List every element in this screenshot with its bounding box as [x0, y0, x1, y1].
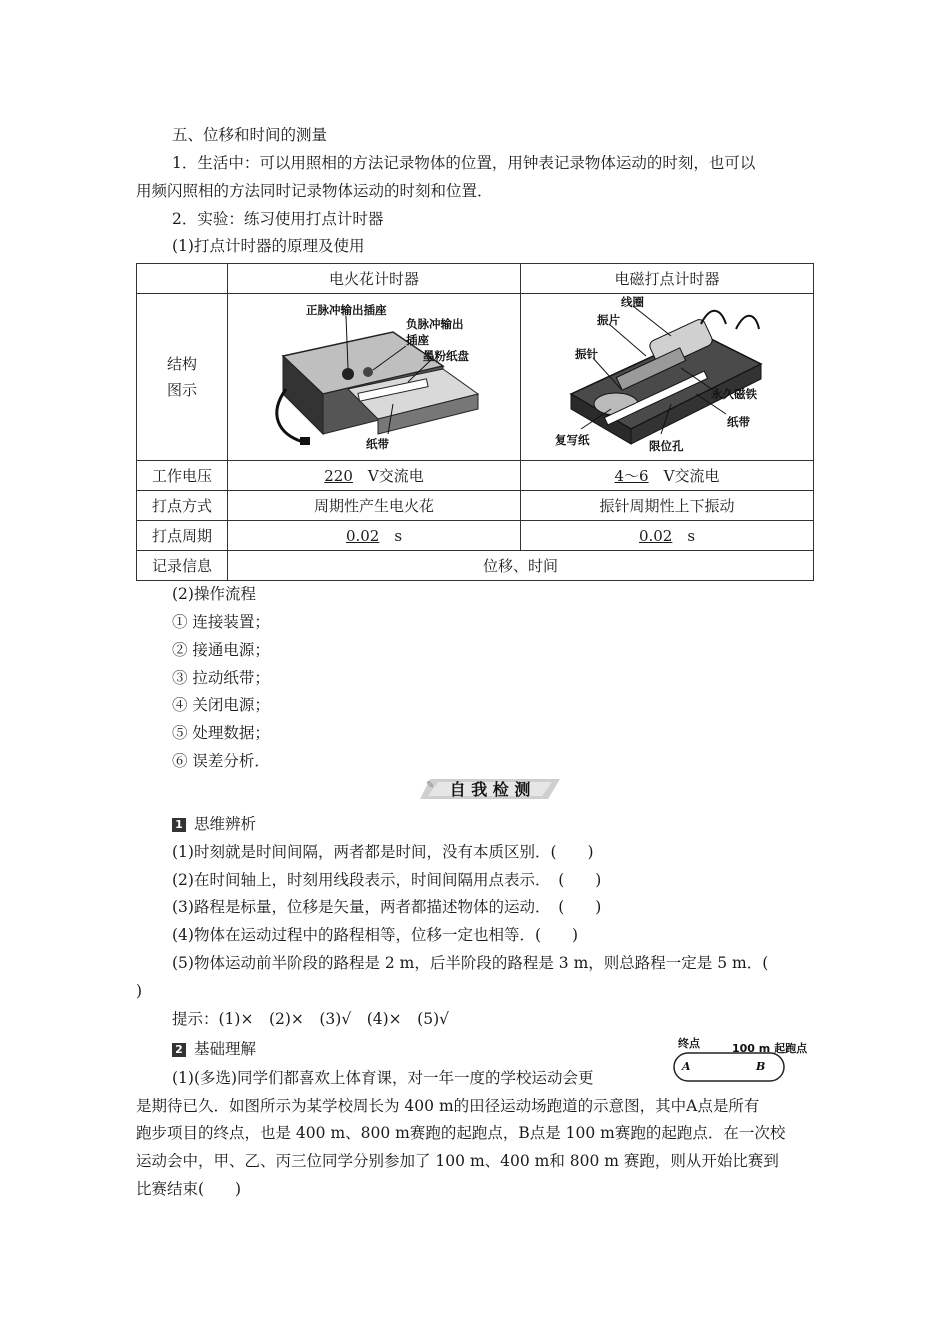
- q2-paragraph-cont: 是期待已久．如图所示为某学校周长为 400 m的田径运动场跑道的示意图，其中A点是所有: [136, 1097, 760, 1115]
- row-label-method: 打点方式: [137, 491, 228, 521]
- section-title: 五、位移和时间的测量: [172, 126, 328, 144]
- q2-paragraph-cont: 比赛结束( ): [136, 1180, 242, 1198]
- table-row: [137, 461, 814, 491]
- label-toner-disc: 墨粉纸盘: [423, 349, 469, 363]
- row-label-period: 打点周期: [137, 521, 228, 551]
- list-item: (2)在时间轴上，时刻用线段表示，时间间隔用点表示． ( ): [172, 871, 602, 889]
- list-item: (4)物体在运动过程中的路程相等，位移一定也相等．( ): [172, 926, 579, 944]
- label-coil: 线圈: [621, 295, 644, 309]
- spark-period: 0.02 s: [228, 521, 521, 551]
- spark-voltage: 220 V交流电: [228, 461, 521, 491]
- list-item: ② 接通电源；: [172, 641, 270, 659]
- q1-hint: 提示：(1)× (2)× (3)√ (4)× (5)√: [172, 1010, 449, 1028]
- label-vibrating-plate: 振片: [597, 313, 620, 327]
- list-item: ⑥ 误差分析．: [172, 752, 270, 770]
- list-item: ⑤ 处理数据；: [172, 724, 270, 742]
- q2-header: 2 基础理解: [172, 1039, 256, 1059]
- table-row: [137, 521, 814, 551]
- pen-icon: ✎: [426, 780, 435, 791]
- label-vibrating-needle: 振针: [575, 347, 598, 361]
- q2-paragraph-cont: 跑步项目的终点，也是 400 m、800 m赛跑的起跑点，B点是 100 m赛跑的起跑点．在一次校: [136, 1124, 786, 1142]
- self-check-title: 自 我 检 测: [449, 780, 531, 799]
- q1-header: 1 思维辨析: [172, 814, 256, 834]
- track-point-b: B: [756, 1060, 766, 1073]
- em-voltage: 4～6 V交流电: [521, 461, 814, 491]
- em-timer-figure-cell: [521, 294, 814, 461]
- label-carbon-paper: 复写纸: [555, 433, 590, 447]
- paragraph-experiment: 2．实验：练习使用打点计时器: [172, 210, 384, 228]
- label-positive-socket: 正脉冲输出插座: [306, 303, 387, 317]
- header-spark-timer: 电火花计时器: [228, 264, 521, 294]
- self-check-banner: [420, 776, 560, 802]
- spark-method: 周期性产生电火花: [228, 491, 521, 521]
- timer-comparison-table: [136, 263, 814, 581]
- table-row: [137, 491, 814, 521]
- track-point-a: A: [682, 1060, 691, 1073]
- track-end-label: 终点: [678, 1037, 700, 1050]
- label-negative-socket: 负脉冲输出: [406, 317, 464, 331]
- list-item: ④ 关闭电源；: [172, 696, 270, 714]
- row-label-info: 记录信息: [137, 551, 228, 581]
- row-label-voltage: 工作电压: [137, 461, 228, 491]
- em-period: 0.02 s: [521, 521, 814, 551]
- table-row: [137, 294, 814, 461]
- list-item: ① 连接装置；: [172, 613, 270, 631]
- paragraph-principle: (1)打点计时器的原理及使用: [172, 237, 365, 255]
- table-row: [137, 551, 814, 581]
- list-item: (3)路程是标量，位移是矢量，两者都描述物体的运动． ( ): [172, 898, 602, 916]
- label-limit-hole: 限位孔: [649, 439, 684, 453]
- label-permanent-magnet: 永久磁铁: [711, 387, 757, 401]
- list-item: (5)物体运动前半阶段的路程是 2 m，后半阶段的路程是 3 m，则总路程一定是 5 m．(: [172, 954, 769, 972]
- label-paper-tape: 纸带: [366, 437, 389, 451]
- info-value: 位移、时间: [228, 551, 814, 581]
- q2-badge: 2: [172, 1043, 186, 1057]
- list-item-cont: ): [136, 982, 143, 1000]
- em-timer-figure: [521, 294, 813, 460]
- table-row: [137, 264, 814, 294]
- spark-timer-figure-cell: [228, 294, 521, 461]
- label-negative-socket-cont: 插座: [406, 333, 429, 347]
- track-diagram: [660, 1033, 820, 1091]
- steps-title: (2)操作流程: [172, 585, 256, 603]
- q2-paragraph: (1)(多选)同学们都喜欢上体育课，对一年一度的学校运动会更: [172, 1069, 594, 1087]
- list-item: (1)时刻就是时间间隔，两者都是时间，没有本质区别．( ): [172, 843, 594, 861]
- q1-badge: 1: [172, 818, 186, 832]
- paragraph-life-cont: 用频闪照相的方法同时记录物体运动的时刻和位置．: [136, 182, 493, 200]
- spark-timer-figure: [228, 294, 520, 460]
- header-em-timer: 电磁打点计时器: [521, 264, 814, 294]
- row-label-structure: 结构 图示: [137, 294, 228, 461]
- banner-shape: [420, 776, 560, 802]
- paragraph-life: 1．生活中：可以用照相的方法记录物体的位置，用钟表记录物体运动的时刻，也可以: [172, 154, 756, 172]
- q2-paragraph-cont: 运动会中，甲、乙、丙三位同学分别参加了 100 m、400 m和 800 m 赛跑，则从开始比赛到: [136, 1152, 779, 1170]
- em-method: 振针周期性上下振动: [521, 491, 814, 521]
- track-start-label: 100 m 起跑点: [732, 1042, 808, 1055]
- label-paper-tape-em: 纸带: [727, 415, 750, 429]
- list-item: ③ 拉动纸带；: [172, 669, 270, 687]
